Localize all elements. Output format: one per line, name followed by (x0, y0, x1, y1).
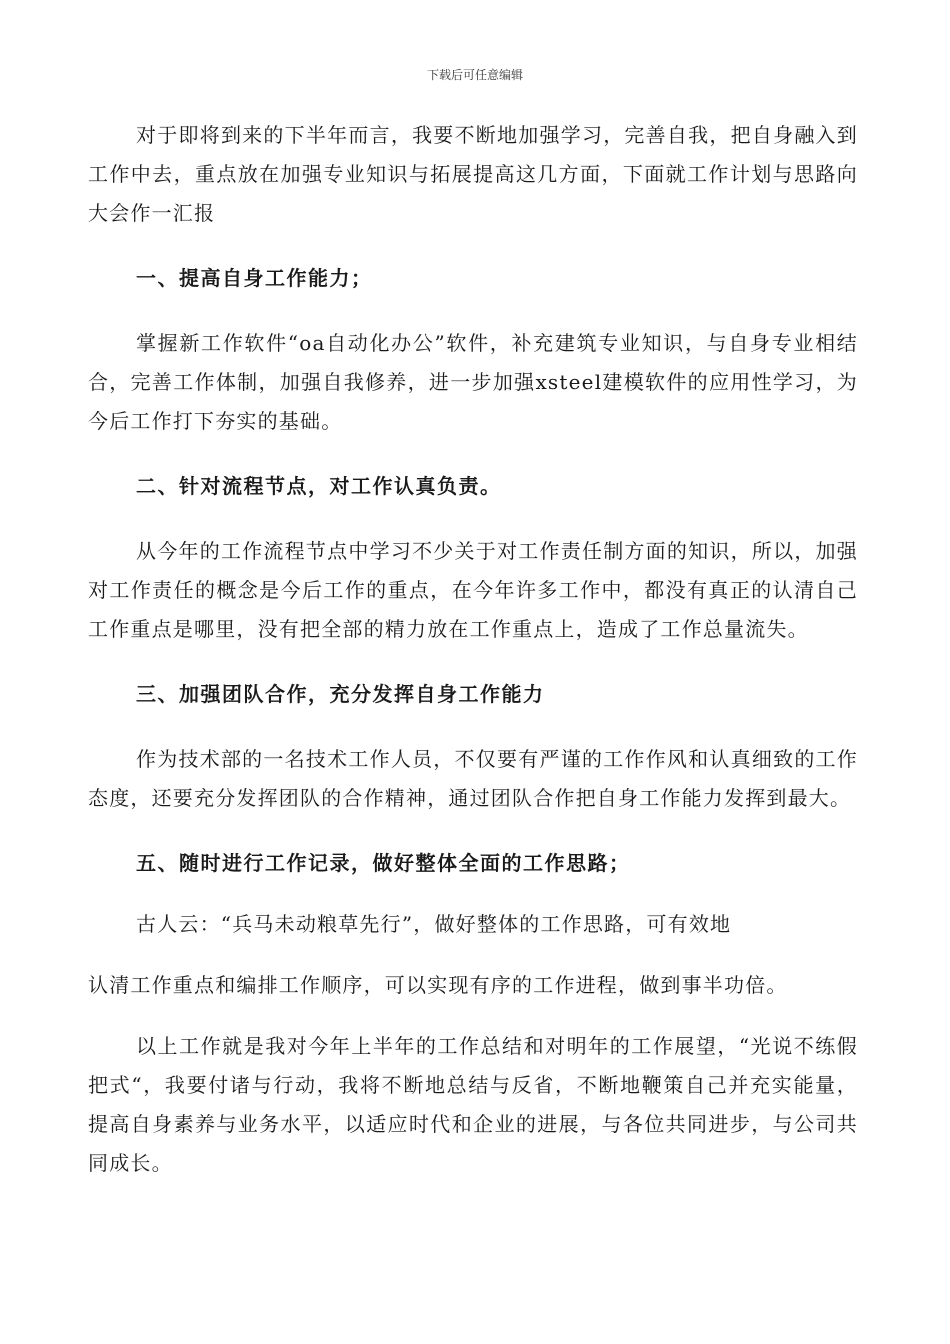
intro-paragraph: 对于即将到来的下半年而言，我要不断地加强学习，完善自我，把自身融入到工作中去，重点放在加强专业知识与拓展提高这几方面，下面就工作计划与思路向大会作一汇报 (88, 123, 858, 225)
page-header: 下载后可任意编辑 (426, 68, 523, 82)
section-1-paragraph: 掌握新工作软件“oa自动化办公”软件，补充建筑专业知识，与自身专业相结合，完善工作体制，加强自我修养，进一步加强xsteel建模软件的应用性学习，为今后工作打下夯实的基础。 (88, 331, 858, 433)
conclusion-paragraph: 以上工作就是我对今年上半年的工作总结和对明年的工作展望，“光说不练假把式“，我要付诸与行动，我将不断地总结与反省，不断地鞭策自己并充实能量，提高自身素养与业务水平，以适应时代和企业的进展，与各位共同进步，与公司共同成长。 (88, 1034, 858, 1175)
section-5-heading: 五、随时进行工作记录，做好整体全面的工作思路； (136, 851, 631, 875)
section-2-heading: 二、针对流程节点，对工作认真负责。 (136, 474, 502, 498)
section-1-heading: 一、提高自身工作能力； (136, 266, 373, 290)
section-2-paragraph: 从今年的工作流程节点中学习不少关于对工作责任制方面的知识，所以，加强对工作责任的概念是今后工作的重点，在今年许多工作中，都没有真正的认清自己工作重点是哪里，没有把全部的精力放在工作重点上，造成了工作总量流失。 (88, 539, 858, 641)
section-3-heading: 三、加强团队合作，充分发挥自身工作能力 (136, 682, 545, 706)
section-3-paragraph: 作为技术部的一名技术工作人员，不仅要有严谨的工作作风和认真细致的工作态度，还要充分发挥团队的合作精神，通过团队合作把自身工作能力发挥到最大。 (88, 747, 858, 810)
section-5-paragraph-1: 古人云：“兵马未动粮草先行”，做好整体的工作思路，可有效地 (136, 912, 732, 936)
section-5-paragraph-2: 认清工作重点和编排工作顺序，可以实现有序的工作进程，做到事半功倍。 (88, 973, 788, 997)
document-body (88, 116, 858, 1183)
